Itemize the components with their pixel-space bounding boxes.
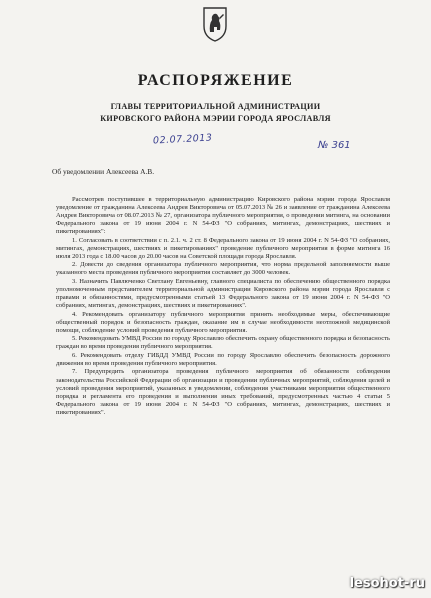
clause-3: 3. Назначить Павлюченко Светлану Евгеньевну, главного специалиста по обеспечению общественного порядка уполномоченным представителем территориальной администрации Кировского района мэрии города Ярославля с правами и обязанностями, предусмотренными статьей 13 Федерального закона от 19 июня 2004 г. N 54-ФЗ "О собраниях, митингах, демонстрациях, шествиях и пикетированиях".: [56, 277, 390, 310]
handwritten-date: 02.07.2013: [152, 132, 213, 147]
subject-line: Об уведомлении Алексеева А.В.: [52, 167, 155, 176]
yaroslavl-bear-coat-of-arms-icon: [202, 6, 228, 42]
preamble-paragraph: Рассмотрев поступившее в территориальную администрацию Кировского района мэрии города Ярославля уведомление от гражданина Алексеева Андрея Викторовича от 05.07.2013 № 26 и заявление от гражданина Алексеева Андрея Викторовича от 08.07.2013 № 27, организатора публичного мероприятия, о проведении митинга, на основании Федерального закона от 19 июня 2004 г. N 54-ФЗ "О собраниях, митингах, демонстрациях, шествиях и пикетированиях":: [56, 196, 390, 236]
handwritten-number: № 361: [318, 140, 351, 151]
clause-7: 7. Предупредить организатора проведения публичного мероприятия об обязанности соблюдения законодательства Российской Федерации об организации и проведении публичных мероприятий, соблюдения целей и условий проведения мероприятий, указанных в уведомлении, соблюдения участниками мероприятия общественного порядка и регламента его проведения и выполнения иных требований, предусмотренных частью 4 статьи 5 Федерального закона от 19 июня 2004 г. N 54-ФЗ "О собраниях, митингах, демонстрациях, шествиях и пикетированиях".: [56, 368, 390, 416]
clause-1: 1. Согласовать в соответствии с п. 2.1. ч. 2 ст. 8 Федерального закона от 19 июня 2004 г. N 54-ФЗ "О собраниях, митингах, демонстрациях, шествиях и пикетированиях" проведение публичного мероприятия в форме митинга 16 июля 2013 года с 18.00 часов до 20.00 часов на Советской площади города Ярославля.: [56, 236, 390, 260]
site-watermark: lesohot-ru: [349, 576, 425, 591]
document-body: [56, 196, 390, 417]
authority-line-2: КИРОВСКОГО РАЙОНА МЭРИИ ГОРОДА ЯРОСЛАВЛЯ: [100, 114, 331, 123]
clause-6: 6. Рекомендовать отделу ГИБДД УМВД России по городу Ярославлю обеспечить безопасность дорожного движения во время проведения публичного мероприятия.: [56, 351, 390, 367]
clause-5: 5. Рекомендовать УМВД России по городу Ярославлю обеспечить охрану общественного порядка и безопасность граждан во время проведения публичного мероприятия.: [56, 335, 390, 351]
authority-line-1: ГЛАВЫ ТЕРРИТОРИАЛЬНОЙ АДМИНИСТРАЦИИ: [110, 102, 321, 111]
clause-4: 4. Рекомендовать организатору публичного мероприятия принять необходимые меры, обеспечивающие общественный порядок и безопасность граждан, оказание им в случае необходимости неотложной медицинской помощи, соблюдение условий проведения публичного мероприятия.: [56, 310, 390, 334]
document-title: РАСПОРЯЖЕНИЕ: [137, 72, 294, 89]
clause-2: 2. Довести до сведения организатора публичного мероприятия, что норма предельной заполняемости выше указанного места проведения публичного мероприятия составляет до 3000 человек.: [56, 261, 390, 277]
